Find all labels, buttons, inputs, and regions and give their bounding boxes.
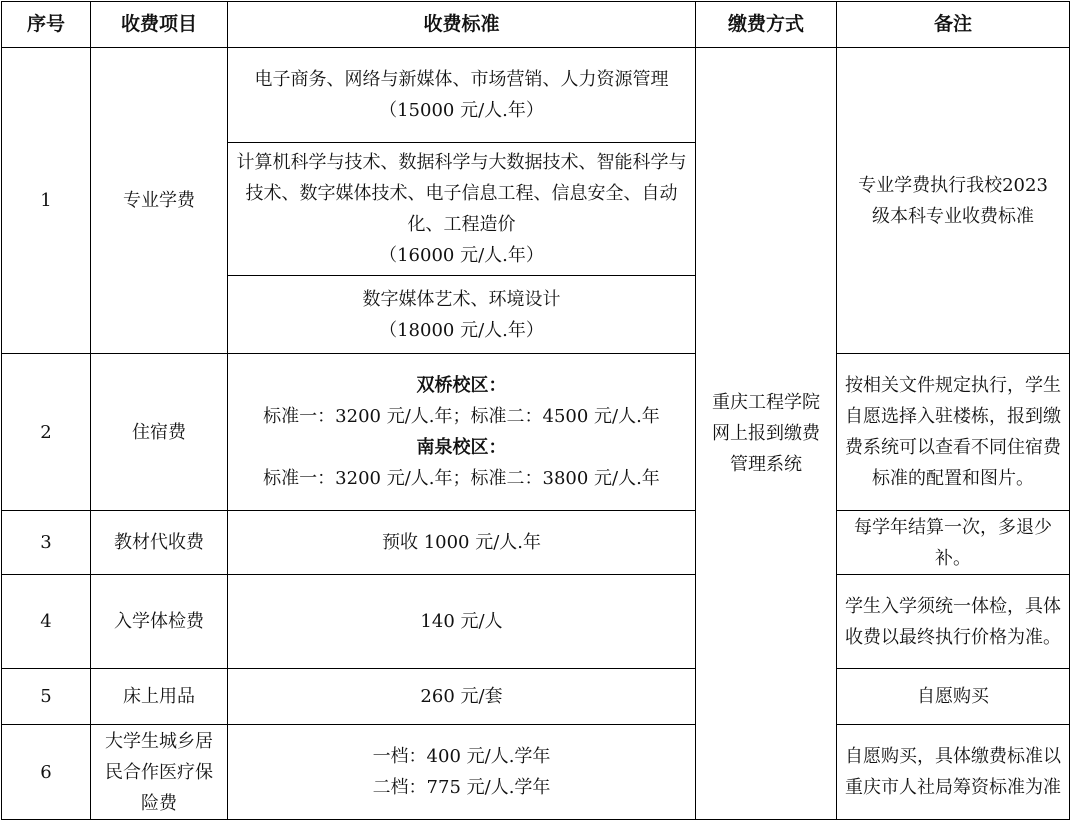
header-method: 缴费方式 [696,2,837,48]
row-remark: 每学年结算一次，多退少补。 [837,511,1070,575]
row-no: 3 [2,511,91,575]
header-row [2,2,1070,48]
majors-text: 数字媒体艺术、环境设计 [362,288,561,310]
row-remark: 按相关文件规定执行，学生自愿选择入驻楼栋，报到缴费系统可以查看不同住宿费标准的配置和图片。 [837,354,1070,511]
row-no: 1 [2,48,91,354]
standard-cell [228,354,696,511]
row-item: 入学体检费 [91,575,228,669]
row-no: 2 [2,354,91,511]
table-row [2,669,1070,725]
standard-cell: 260 元/套 [228,669,696,725]
standard-cell [228,276,696,354]
campus-fee: 标准一：3200 元/人.年；标准二：3800 元/人.年 [263,468,660,489]
fee-text: （18000 元/人.年） [379,319,544,341]
standard-cell [228,48,696,143]
standard-cell: 预收 1000 元/人.年 [228,511,696,575]
row-item: 床上用品 [91,669,228,725]
fee-text: （15000 元/人.年） [379,100,544,121]
campus-name: 双桥校区： [416,375,507,396]
header-remark: 备注 [837,2,1070,48]
table-row [2,511,1070,575]
tier-text: 二档：775 元/人.学年 [372,777,551,798]
row-item: 教材代收费 [91,511,228,575]
table-row [2,725,1070,820]
table-row [2,354,1070,511]
row-item: 住宿费 [91,354,228,511]
fee-table [1,1,1070,820]
row-remark: 自愿购买，具体缴费标准以重庆市人社局筹资标准为准 [837,725,1070,820]
tier-text: 一档：400 元/人.学年 [372,746,551,767]
fee-text: （16000 元/人.年） [379,245,544,266]
standard-cell [228,725,696,820]
standard-cell [228,143,696,276]
majors-text: 计算机科学与技术、数据科学与大数据技术、智能科学与技术、数字媒体技术、电子信息工程、信息安全、自动化、工程造价 [236,152,687,235]
row-no: 5 [2,669,91,725]
payment-method: 重庆工程学院网上报到缴费管理系统 [696,48,837,820]
row-item: 大学生城乡居民合作医疗保险费 [91,725,228,820]
majors-text: 电子商务、网络与新媒体、市场营销、人力资源管理 [254,69,669,90]
header-standard: 收费标准 [228,2,696,48]
row-no: 6 [2,725,91,820]
header-no: 序号 [2,2,91,48]
campus-fee: 标准一：3200 元/人.年；标准二：4500 元/人.年 [263,406,660,427]
row-remark: 专业学费执行我校2023 级本科专业收费标准 [837,48,1070,354]
campus-name: 南泉校区： [416,437,507,458]
header-item: 收费项目 [91,2,228,48]
row-no: 4 [2,575,91,669]
row-remark: 学生入学须统一体检，具体收费以最终执行价格为准。 [837,575,1070,669]
row-remark: 自愿购买 [837,669,1070,725]
row-item: 专业学费 [91,48,228,354]
table-row [2,575,1070,669]
standard-cell: 140 元/人 [228,575,696,669]
table-row [2,48,1070,143]
